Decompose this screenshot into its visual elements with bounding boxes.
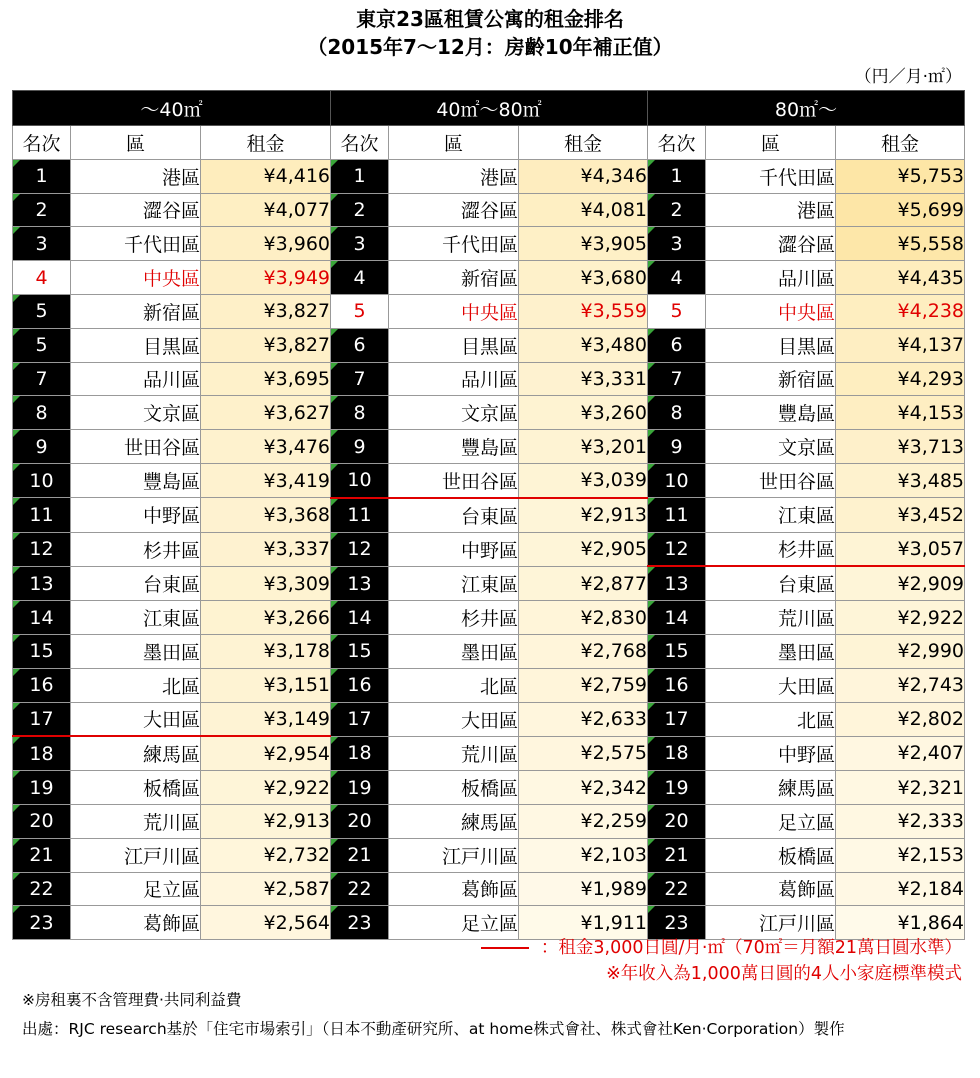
rent-cell: ¥4,416 bbox=[201, 159, 331, 193]
ward-column-header: 區 bbox=[71, 126, 201, 160]
table-row bbox=[13, 463, 965, 497]
table-row bbox=[13, 362, 965, 396]
rank-cell: 21 bbox=[331, 838, 389, 872]
rent-cell: ¥4,435 bbox=[836, 261, 965, 295]
rank-cell: 2 bbox=[648, 193, 706, 227]
ward-cell: 千代田區 bbox=[706, 159, 836, 193]
source-note: 出處：RJC research基於「住宅市場索引」（日本不動產研究所、at home株式會社、株式會社Ken·Corporation）製作 bbox=[22, 1020, 845, 1038]
rank-cell: 21 bbox=[13, 838, 71, 872]
ward-cell: 杉井區 bbox=[389, 601, 519, 635]
rent-cell: ¥2,990 bbox=[836, 634, 965, 668]
ward-cell: 品川區 bbox=[71, 362, 201, 396]
rent-cell: ¥3,266 bbox=[201, 601, 331, 635]
rent-cell: ¥2,905 bbox=[519, 532, 648, 566]
ward-cell: 千代田區 bbox=[71, 227, 201, 261]
table-row bbox=[13, 159, 965, 193]
rank-column-header: 名次 bbox=[13, 126, 71, 160]
rent-cell: ¥4,137 bbox=[836, 328, 965, 362]
rent-cell: ¥3,151 bbox=[201, 668, 331, 702]
page-title: 東京23區租賃公寓的租金排名 bbox=[356, 7, 624, 31]
rank-cell: 8 bbox=[13, 396, 71, 430]
ward-cell: 江戸川區 bbox=[389, 838, 519, 872]
rank-cell: 9 bbox=[331, 430, 389, 464]
rent-column-header: 租金 bbox=[519, 126, 648, 160]
rent-cell: ¥2,954 bbox=[201, 736, 331, 770]
rent-cell: ¥5,699 bbox=[836, 193, 965, 227]
rank-cell: 15 bbox=[648, 634, 706, 668]
rent-cell: ¥2,922 bbox=[836, 601, 965, 635]
rent-cell: ¥3,559 bbox=[519, 294, 648, 328]
rank-column-header: 名次 bbox=[331, 126, 389, 160]
ward-cell: 新宿區 bbox=[389, 261, 519, 295]
ward-cell: 澀谷區 bbox=[706, 227, 836, 261]
rent-cell: ¥3,260 bbox=[519, 396, 648, 430]
rank-cell: 20 bbox=[331, 804, 389, 838]
rent-cell: ¥1,911 bbox=[519, 906, 648, 940]
ward-cell: 荒川區 bbox=[706, 601, 836, 635]
table-row bbox=[13, 872, 965, 906]
rank-cell: 17 bbox=[648, 702, 706, 736]
ward-cell: 中央區 bbox=[389, 294, 519, 328]
ward-cell: 江戸川區 bbox=[71, 838, 201, 872]
ward-cell: 北區 bbox=[71, 668, 201, 702]
ward-cell: 板橋區 bbox=[706, 838, 836, 872]
rent-cell: ¥3,452 bbox=[836, 498, 965, 532]
rent-column-header: 租金 bbox=[836, 126, 965, 160]
ward-cell: 目黒區 bbox=[706, 328, 836, 362]
rank-cell: 16 bbox=[331, 668, 389, 702]
ward-cell: 江東區 bbox=[389, 566, 519, 600]
table-row bbox=[13, 294, 965, 328]
ward-cell: 葛飾區 bbox=[389, 872, 519, 906]
rent-cell: ¥3,057 bbox=[836, 532, 965, 566]
rank-cell: 1 bbox=[331, 159, 389, 193]
rent-cell: ¥3,480 bbox=[519, 328, 648, 362]
ward-cell: 板橋區 bbox=[71, 771, 201, 805]
size-group-header-row bbox=[13, 91, 965, 126]
ward-cell: 世田谷區 bbox=[71, 430, 201, 464]
rank-cell: 12 bbox=[648, 532, 706, 566]
ward-cell: 大田區 bbox=[389, 702, 519, 736]
ward-cell: 豐島區 bbox=[706, 396, 836, 430]
rent-cell: ¥3,960 bbox=[201, 227, 331, 261]
rank-cell: 12 bbox=[13, 532, 71, 566]
rent-cell: ¥1,989 bbox=[519, 872, 648, 906]
rank-cell: 3 bbox=[648, 227, 706, 261]
rank-cell: 12 bbox=[331, 532, 389, 566]
rank-cell: 19 bbox=[13, 771, 71, 805]
rent-cell: ¥3,827 bbox=[201, 328, 331, 362]
ward-column-header: 區 bbox=[389, 126, 519, 160]
rank-cell: 1 bbox=[13, 159, 71, 193]
rent-cell: ¥2,407 bbox=[836, 736, 965, 770]
ward-cell: 文京區 bbox=[71, 396, 201, 430]
rent-cell: ¥3,949 bbox=[201, 261, 331, 295]
ward-cell: 品川區 bbox=[389, 362, 519, 396]
rent-cell: ¥2,153 bbox=[836, 838, 965, 872]
rank-cell: 5 bbox=[13, 294, 71, 328]
ward-cell: 台東區 bbox=[389, 498, 519, 532]
table-row bbox=[13, 702, 965, 736]
rent-cell: ¥2,564 bbox=[201, 906, 331, 940]
ranking-body bbox=[13, 159, 965, 939]
rank-cell: 18 bbox=[13, 736, 71, 770]
rank-cell: 16 bbox=[13, 668, 71, 702]
rank-cell: 14 bbox=[13, 601, 71, 635]
ward-cell: 墨田區 bbox=[71, 634, 201, 668]
ward-cell: 江戸川區 bbox=[706, 906, 836, 940]
unit-label: （円／月·㎡） bbox=[854, 67, 962, 87]
rank-cell: 9 bbox=[13, 430, 71, 464]
rent-cell: ¥3,695 bbox=[201, 362, 331, 396]
size-group-header: 40㎡～80㎡ bbox=[331, 91, 648, 126]
rent-cell: ¥2,768 bbox=[519, 634, 648, 668]
rent-cell: ¥2,830 bbox=[519, 601, 648, 635]
table-row bbox=[13, 498, 965, 532]
rent-cell: ¥3,337 bbox=[201, 532, 331, 566]
ward-cell: 台東區 bbox=[706, 566, 836, 600]
rank-cell: 18 bbox=[331, 736, 389, 770]
rank-cell: 10 bbox=[648, 463, 706, 497]
rent-cell: ¥4,077 bbox=[201, 193, 331, 227]
ward-cell: 荒川區 bbox=[389, 736, 519, 770]
rank-cell: 17 bbox=[331, 702, 389, 736]
rent-cell: ¥2,802 bbox=[836, 702, 965, 736]
rank-cell: 23 bbox=[13, 906, 71, 940]
rent-cell: ¥5,753 bbox=[836, 159, 965, 193]
rent-cell: ¥2,633 bbox=[519, 702, 648, 736]
rent-cell: ¥1,864 bbox=[836, 906, 965, 940]
rank-cell: 19 bbox=[331, 771, 389, 805]
rent-cell: ¥3,331 bbox=[519, 362, 648, 396]
rank-cell: 5 bbox=[648, 294, 706, 328]
ward-cell: 大田區 bbox=[706, 668, 836, 702]
rank-cell: 20 bbox=[13, 804, 71, 838]
ward-cell: 江東區 bbox=[706, 498, 836, 532]
rank-cell: 4 bbox=[331, 261, 389, 295]
rank-cell: 3 bbox=[331, 227, 389, 261]
ward-cell: 文京區 bbox=[706, 430, 836, 464]
legend-text-2: ※年收入為1,000萬日圓的4人小家庭標準模式 bbox=[606, 964, 962, 984]
rent-cell: ¥3,039 bbox=[519, 463, 648, 497]
legend-line-1 bbox=[481, 934, 962, 959]
table-row bbox=[13, 193, 965, 227]
rent-cell: ¥3,309 bbox=[201, 566, 331, 600]
size-group-header: 80㎡～ bbox=[648, 91, 965, 126]
ward-cell: 世田谷區 bbox=[389, 463, 519, 497]
ward-column-header: 區 bbox=[706, 126, 836, 160]
rent-cell: ¥2,575 bbox=[519, 736, 648, 770]
table-row bbox=[13, 328, 965, 362]
rank-cell: 19 bbox=[648, 771, 706, 805]
table-row bbox=[13, 771, 965, 805]
rent-cell: ¥3,713 bbox=[836, 430, 965, 464]
rent-cell: ¥2,759 bbox=[519, 668, 648, 702]
ward-cell: 豐島區 bbox=[389, 430, 519, 464]
ward-cell: 墨田區 bbox=[389, 634, 519, 668]
rent-cell: ¥2,342 bbox=[519, 771, 648, 805]
ward-cell: 荒川區 bbox=[71, 804, 201, 838]
rank-cell: 17 bbox=[13, 702, 71, 736]
ward-cell: 中野區 bbox=[71, 498, 201, 532]
rent-cell: ¥2,877 bbox=[519, 566, 648, 600]
ward-cell: 港區 bbox=[706, 193, 836, 227]
rank-cell: 16 bbox=[648, 668, 706, 702]
rent-cell: ¥3,680 bbox=[519, 261, 648, 295]
red-line-key-icon bbox=[481, 947, 529, 949]
column-header-row bbox=[13, 126, 965, 160]
rank-cell: 9 bbox=[648, 430, 706, 464]
rent-cell: ¥3,201 bbox=[519, 430, 648, 464]
rent-cell: ¥2,321 bbox=[836, 771, 965, 805]
rank-cell: 6 bbox=[648, 328, 706, 362]
rent-cell: ¥5,558 bbox=[836, 227, 965, 261]
rank-cell: 10 bbox=[331, 463, 389, 497]
table-row bbox=[13, 532, 965, 566]
rank-cell: 15 bbox=[331, 634, 389, 668]
ward-cell: 中野區 bbox=[706, 736, 836, 770]
rent-cell: ¥4,293 bbox=[836, 362, 965, 396]
rent-cell: ¥2,743 bbox=[836, 668, 965, 702]
rank-cell: 11 bbox=[13, 498, 71, 532]
ward-cell: 千代田區 bbox=[389, 227, 519, 261]
ward-cell: 墨田區 bbox=[706, 634, 836, 668]
ward-cell: 大田區 bbox=[71, 702, 201, 736]
rent-cell: ¥2,922 bbox=[201, 771, 331, 805]
rent-cell: ¥3,476 bbox=[201, 430, 331, 464]
table-row bbox=[13, 601, 965, 635]
rank-cell: 11 bbox=[648, 498, 706, 532]
ward-cell: 目黒區 bbox=[71, 328, 201, 362]
ward-cell: 中央區 bbox=[706, 294, 836, 328]
rent-ranking-table bbox=[12, 90, 965, 940]
rent-cell: ¥2,587 bbox=[201, 872, 331, 906]
rent-cell: ¥4,238 bbox=[836, 294, 965, 328]
table-row bbox=[13, 838, 965, 872]
rank-cell: 11 bbox=[331, 498, 389, 532]
rent-cell: ¥4,346 bbox=[519, 159, 648, 193]
ward-cell: 文京區 bbox=[389, 396, 519, 430]
rent-cell: ¥2,259 bbox=[519, 804, 648, 838]
rank-cell: 8 bbox=[331, 396, 389, 430]
table-row bbox=[13, 396, 965, 430]
rank-cell: 14 bbox=[331, 601, 389, 635]
rank-cell: 5 bbox=[13, 328, 71, 362]
ward-cell: 世田谷區 bbox=[706, 463, 836, 497]
ward-cell: 練馬區 bbox=[71, 736, 201, 770]
rent-cell: ¥3,178 bbox=[201, 634, 331, 668]
rent-cell: ¥2,913 bbox=[519, 498, 648, 532]
rank-cell: 3 bbox=[13, 227, 71, 261]
ward-cell: 港區 bbox=[389, 159, 519, 193]
ward-cell: 新宿區 bbox=[71, 294, 201, 328]
rank-cell: 4 bbox=[648, 261, 706, 295]
rank-cell: 5 bbox=[331, 294, 389, 328]
legend-text-1: ：租金3,000日圓/月·㎡（70㎡＝月額21萬日圓水準） bbox=[540, 938, 962, 958]
table-row bbox=[13, 430, 965, 464]
rank-cell: 23 bbox=[331, 906, 389, 940]
table-row bbox=[13, 634, 965, 668]
ward-cell: 北區 bbox=[706, 702, 836, 736]
rank-column-header: 名次 bbox=[648, 126, 706, 160]
rank-cell: 14 bbox=[648, 601, 706, 635]
rank-cell: 13 bbox=[13, 566, 71, 600]
rank-cell: 4 bbox=[13, 261, 71, 295]
ward-cell: 港區 bbox=[71, 159, 201, 193]
rent-cell: ¥2,909 bbox=[836, 566, 965, 600]
rank-cell: 23 bbox=[648, 906, 706, 940]
ward-cell: 江東區 bbox=[71, 601, 201, 635]
rank-cell: 7 bbox=[331, 362, 389, 396]
rank-cell: 10 bbox=[13, 463, 71, 497]
ward-cell: 葛飾區 bbox=[706, 872, 836, 906]
rent-cell: ¥2,913 bbox=[201, 804, 331, 838]
rank-cell: 7 bbox=[648, 362, 706, 396]
rent-cell: ¥2,184 bbox=[836, 872, 965, 906]
ward-cell: 豐島區 bbox=[71, 463, 201, 497]
ward-cell: 新宿區 bbox=[706, 362, 836, 396]
ward-cell: 台東區 bbox=[71, 566, 201, 600]
rent-cell: ¥3,149 bbox=[201, 702, 331, 736]
rent-cell: ¥3,905 bbox=[519, 227, 648, 261]
rank-cell: 13 bbox=[648, 566, 706, 600]
footnote: ※房租裏不含管理費·共同利益費 bbox=[22, 991, 242, 1009]
rank-cell: 15 bbox=[13, 634, 71, 668]
rent-cell: ¥3,827 bbox=[201, 294, 331, 328]
ward-cell: 目黒區 bbox=[389, 328, 519, 362]
rank-cell: 1 bbox=[648, 159, 706, 193]
rent-cell: ¥3,368 bbox=[201, 498, 331, 532]
ward-cell: 板橋區 bbox=[389, 771, 519, 805]
rank-cell: 20 bbox=[648, 804, 706, 838]
rent-cell: ¥2,333 bbox=[836, 804, 965, 838]
rent-cell: ¥4,081 bbox=[519, 193, 648, 227]
table-row bbox=[13, 566, 965, 600]
ward-cell: 練馬區 bbox=[706, 771, 836, 805]
ward-cell: 足立區 bbox=[706, 804, 836, 838]
ward-cell: 足立區 bbox=[71, 872, 201, 906]
rent-cell: ¥3,419 bbox=[201, 463, 331, 497]
rank-cell: 8 bbox=[648, 396, 706, 430]
ward-cell: 澀谷區 bbox=[71, 193, 201, 227]
table-row bbox=[13, 804, 965, 838]
rank-cell: 7 bbox=[13, 362, 71, 396]
ward-cell: 中央區 bbox=[71, 261, 201, 295]
size-group-header: ～40㎡ bbox=[13, 91, 331, 126]
rank-cell: 22 bbox=[648, 872, 706, 906]
ward-cell: 中野區 bbox=[389, 532, 519, 566]
ward-cell: 杉井區 bbox=[706, 532, 836, 566]
rank-cell: 2 bbox=[13, 193, 71, 227]
table-row bbox=[13, 261, 965, 295]
ward-cell: 澀谷區 bbox=[389, 193, 519, 227]
ward-cell: 北區 bbox=[389, 668, 519, 702]
ward-cell: 杉井區 bbox=[71, 532, 201, 566]
rank-cell: 22 bbox=[331, 872, 389, 906]
rent-cell: ¥3,485 bbox=[836, 463, 965, 497]
rank-cell: 13 bbox=[331, 566, 389, 600]
rank-cell: 18 bbox=[648, 736, 706, 770]
rent-cell: ¥2,103 bbox=[519, 838, 648, 872]
rent-column-header: 租金 bbox=[201, 126, 331, 160]
table-row bbox=[13, 736, 965, 770]
rent-cell: ¥2,732 bbox=[201, 838, 331, 872]
rent-cell: ¥4,153 bbox=[836, 396, 965, 430]
rank-cell: 22 bbox=[13, 872, 71, 906]
table-row bbox=[13, 227, 965, 261]
ward-cell: 葛飾區 bbox=[71, 906, 201, 940]
table-row bbox=[13, 668, 965, 702]
page-subtitle: （2015年7～12月：房齡10年補正值） bbox=[307, 35, 673, 59]
ward-cell: 足立區 bbox=[389, 906, 519, 940]
rank-cell: 6 bbox=[331, 328, 389, 362]
ward-cell: 品川區 bbox=[706, 261, 836, 295]
rent-cell: ¥3,627 bbox=[201, 396, 331, 430]
rank-cell: 2 bbox=[331, 193, 389, 227]
rank-cell: 21 bbox=[648, 838, 706, 872]
ward-cell: 練馬區 bbox=[389, 804, 519, 838]
